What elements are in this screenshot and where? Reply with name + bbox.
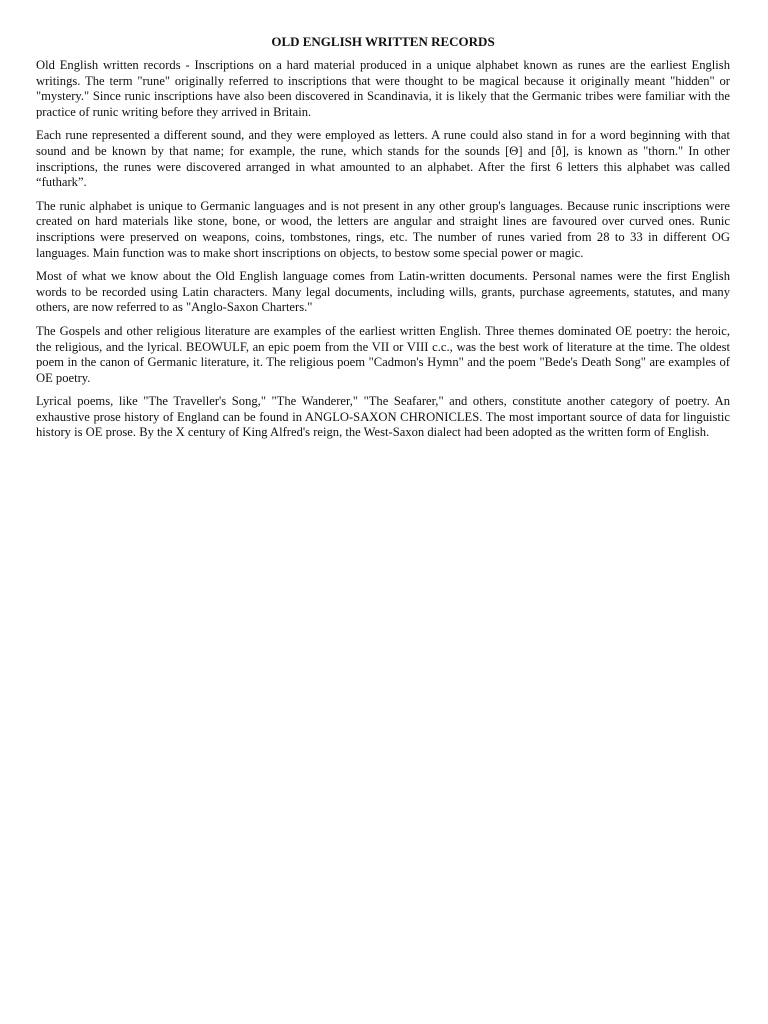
document-page (36, 34, 730, 449)
paragraph-runic-alphabet: The runic alphabet is unique to Germanic languages and is not present in any other group's languages. Because runic inscriptions were created on hard materials like stone, bone, or wood, the letters are angular and straight lines are favoured over curved ones. Runic inscriptions were preserved on weapons, coins, tombstones, rings, etc. The number of runes varied from 28 to 33 in different OG languages. Main function was to make short inscriptions on objects, to bestow some special power or magic. (36, 198, 730, 260)
paragraph-latin-documents: Most of what we know about the Old English language comes from Latin-written documents. Personal names were the first English words to be recorded using Latin characters. Many legal documents, including wills, grants, purchase agreements, statutes, and many others, are now referred to as "Anglo-Saxon Charters." (36, 269, 730, 315)
document-title: OLD ENGLISH WRITTEN RECORDS (271, 34, 495, 49)
paragraph-rune-sounds: Each rune represented a different sound, and they were employed as letters. A rune could also stand in for a word beginning with that sound and be known by that name; for example, the rune, which stands for the sounds [Θ] and [ð], is known as "thorn." In other inscriptions, the runes were discovered arranged in what amounted to an alphabet. After the first 6 letters this alphabet was called “futhark”. (36, 128, 730, 190)
paragraph-lyrical-poems: Lyrical poems, like "The Traveller's Song," "The Wanderer," "The Seafarer," and others, constitute another category of poetry. An exhaustive prose history of England can be found in ANGLO-SAXON CHRONICLES. The most important source of data for linguistic history is OE prose. By the X century of King Alfred's reign, the West-Saxon dialect had been adopted as the written form of English. (36, 394, 730, 440)
paragraph-runes-intro: Old English written records - Inscriptions on a hard material produced in a unique alphabet known as runes are the earliest English writings. The term "rune" originally referred to inscriptions that were thought to be magical because it originally meant "hidden" or "mystery." Since runic inscriptions have also been discovered in Scandinavia, it is likely that the Germanic tribes were familiar with the practice of runic writing before they arrived in Britain. (36, 58, 730, 119)
paragraph-religious-literature: The Gospels and other religious literature are examples of the earliest written English. Three themes dominated OE poetry: the heroic, the religious, and the lyrical. BEOWULF, an epic poem from the VII or VIII c.c., was the best work of literature at the time. The oldest poem in the canon of Germanic literature, it. The religious poem "Cadmon's Hymn" and the poem "Bede's Death Song" are examples of OE poetry. (36, 323, 730, 385)
